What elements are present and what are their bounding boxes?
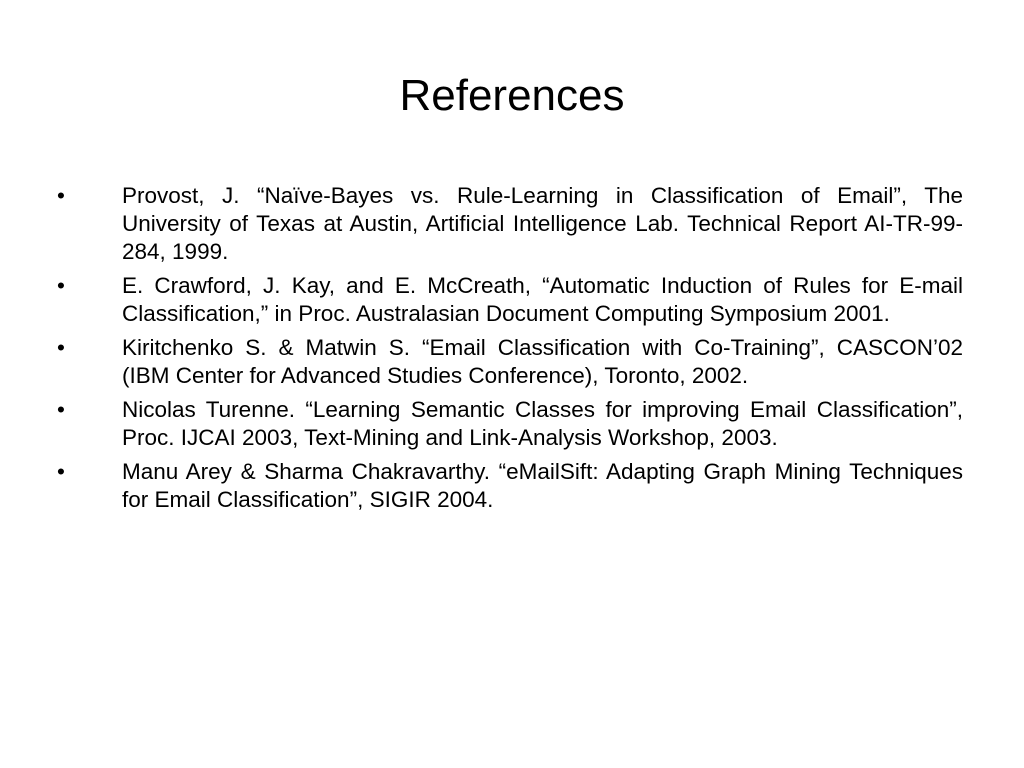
bullet-icon: •: [57, 459, 65, 484]
reference-text: Provost, J. “Naïve-Bayes vs. Rule-Learning in Classification of Email”, The University of Texas at Austin, Artificial Intelligence Lab. Technical Report AI-TR-99-284, 1999.: [122, 183, 963, 264]
slide-title: References: [399, 71, 625, 120]
reference-text: Nicolas Turenne. “Learning Semantic Classes for improving Email Classification”, Proc. IJCAI 2003, Text-Mining and Link-Analysis Workshop, 2003.: [122, 397, 963, 450]
reference-text: Manu Arey & Sharma Chakravarthy. “eMailSift: Adapting Graph Mining Techniques for Email Classification”, SIGIR 2004.: [122, 459, 963, 512]
reference-text: E. Crawford, J. Kay, and E. McCreath, “Automatic Induction of Rules for E-mail Classification,” in Proc. Australasian Document Computing Symposium 2001.: [122, 273, 963, 326]
bullet-icon: •: [57, 183, 65, 208]
reference-list: [57, 182, 963, 520]
reference-item: [57, 182, 963, 266]
bullet-icon: •: [57, 335, 65, 360]
reference-item: [57, 272, 963, 328]
reference-item: [57, 458, 963, 514]
bullet-icon: •: [57, 273, 65, 298]
reference-item: [57, 396, 963, 452]
reference-text: Kiritchenko S. & Matwin S. “Email Classification with Co-Training”, CASCON’02 (IBM Center for Advanced Studies Conference), Toronto, 2002.: [122, 335, 963, 388]
reference-item: [57, 334, 963, 390]
bullet-icon: •: [57, 397, 65, 422]
